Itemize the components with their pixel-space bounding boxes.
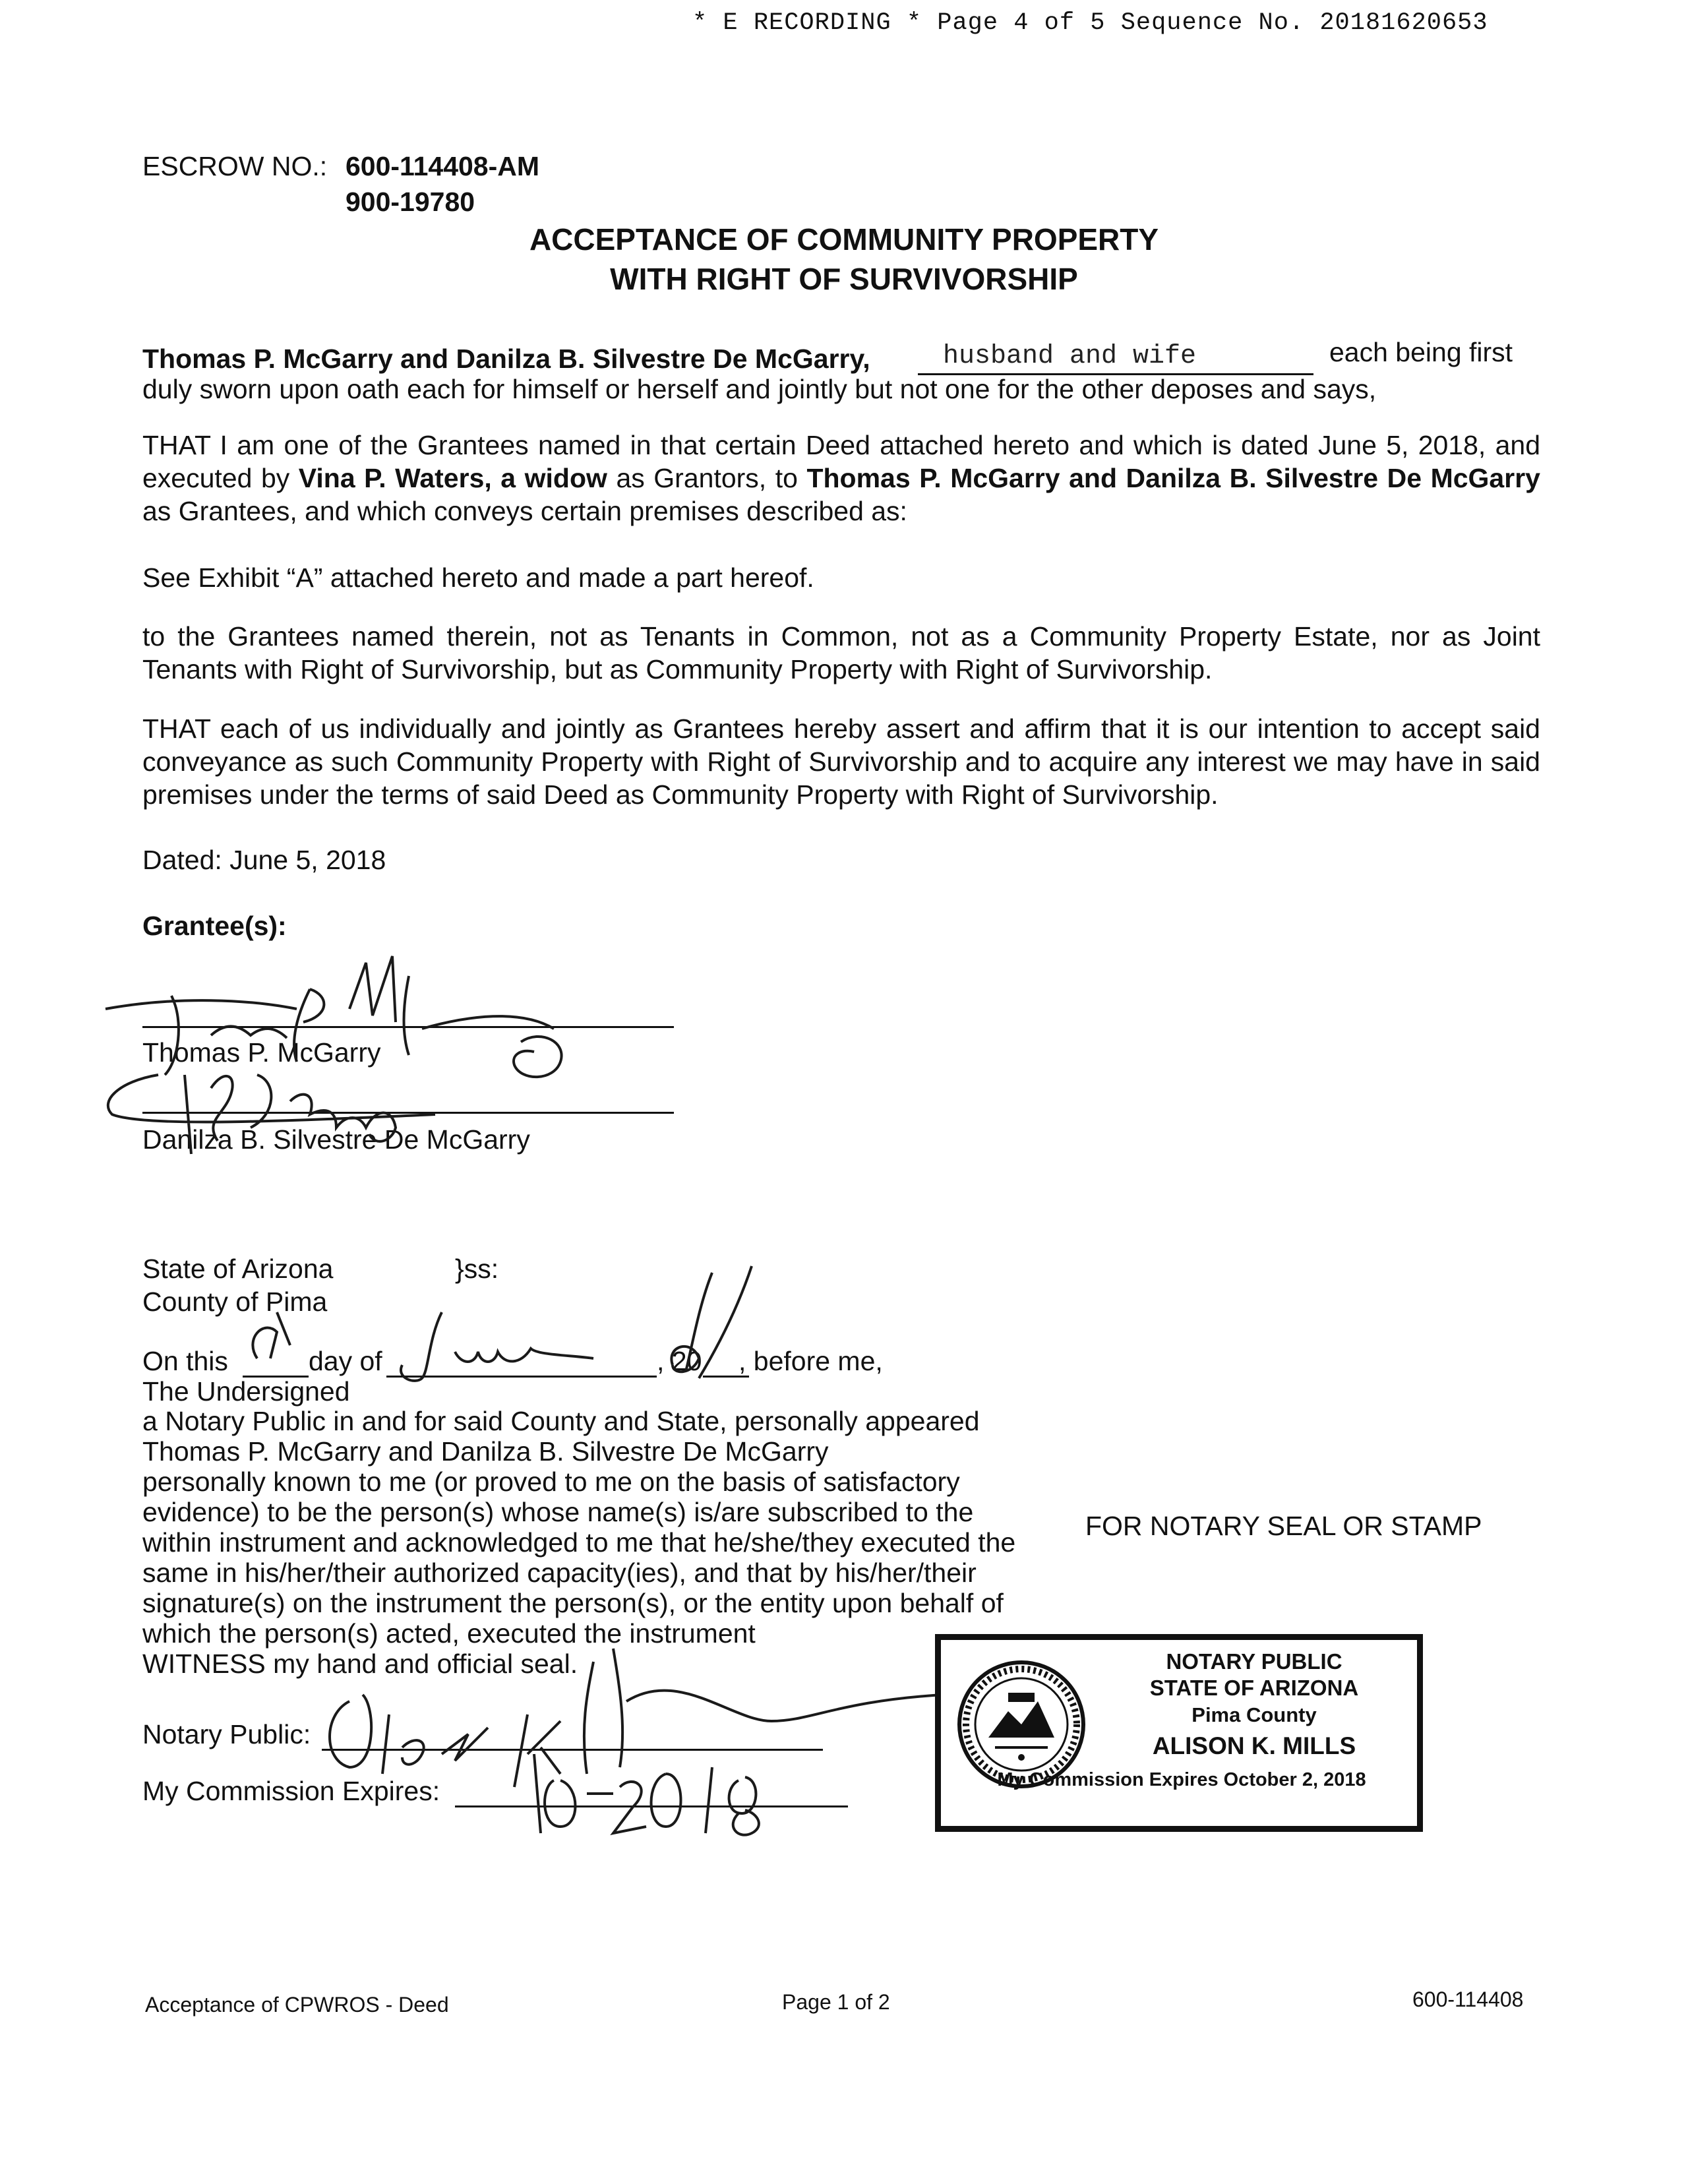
- document-title: ACCEPTANCE OF COMMUNITY PROPERTY: [529, 222, 1159, 257]
- before-me-label: , before me,: [738, 1346, 883, 1376]
- grantees-heading: Grantee(s):: [142, 911, 287, 941]
- notary-date-handwriting: [237, 1253, 791, 1385]
- footer-escrow-number: 600-114408: [1412, 1987, 1524, 2011]
- escrow-number-secondary: 900-19780: [346, 187, 475, 217]
- paragraph-tenancy: to the Grantees named therein, not as Tenants in Common, not as a Community Property Estate, nor as Joint Tenants with Right of Survivorship, but as Community Property with Right of Survivorship.: [142, 621, 1540, 684]
- stamp-title: NOTARY PUBLIC: [1166, 1649, 1342, 1674]
- on-this-label: On this: [142, 1346, 228, 1376]
- notary-line: Thomas P. McGarry and Danilza B. Silvestre De McGarry: [142, 1436, 829, 1467]
- paragraph-exhibit: See Exhibit “A” attached hereto and made a part hereof.: [142, 562, 814, 593]
- stamp-commission-expires: My Commission Expires October 2, 2018: [997, 1769, 1366, 1790]
- intro-grantees: Thomas P. McGarry and Danilza B. Silvestre De McGarry,: [142, 344, 870, 374]
- notary-line: evidence) to be the person(s) whose name(s) is/are subscribed to the: [142, 1497, 974, 1527]
- notary-line: a Notary Public in and for said County and State, personally appeared: [142, 1406, 980, 1436]
- notary-line: within instrument and acknowledged to me that he/she/they executed the: [142, 1527, 1016, 1558]
- commission-expires-label: My Commission Expires:: [142, 1776, 440, 1806]
- notary-line: personally known to me (or proved to me on the basis of satisfactory: [142, 1467, 960, 1497]
- undersigned-label: The Undersigned: [142, 1376, 350, 1407]
- stamp-state: STATE OF ARIZONA: [1149, 1676, 1359, 1700]
- stamp-notary-name: ALISON K. MILLS: [1152, 1732, 1356, 1759]
- venue-state: State of Arizona: [142, 1254, 334, 1284]
- paragraph-intention: THAT each of us individually and jointly as Grantees hereby assert and affirm that it is our intention to accept said conveyance as such Community Property with Right of Survivorship and to acquire any interest we may have in said premises under the terms of said Deed as Community Property with Right of Survivorship.: [142, 713, 1540, 810]
- notary-line: WITNESS my hand and official seal.: [142, 1649, 578, 1679]
- escrow-label: ESCROW NO.:: [142, 151, 328, 181]
- notary-public-label: Notary Public:: [142, 1719, 311, 1749]
- footer-page-number: Page 1 of 2: [782, 1990, 890, 2014]
- recording-header: * E RECORDING * Page 4 of 5 Sequence No. 20181620653: [692, 9, 1488, 37]
- notary-line: same in his/her/their authorized capacity(ies), and that by his/her/their: [142, 1558, 977, 1588]
- notary-stamp: [935, 1634, 1423, 1832]
- venue-county: County of Pima: [142, 1287, 328, 1317]
- commission-expires-handwriting: [521, 1741, 798, 1840]
- day-of-label: day of: [309, 1346, 382, 1376]
- relationship-filled: husband and wife: [943, 342, 1197, 371]
- notary-line: signature(s) on the instrument the person(s), or the entity upon behalf of: [142, 1588, 1004, 1618]
- notary-line: which the person(s) acted, executed the instrument: [142, 1618, 756, 1649]
- notary-seal-label: FOR NOTARY SEAL OR STAMP: [1085, 1511, 1482, 1541]
- signer-name-1: Thomas P. McGarry: [142, 1037, 381, 1068]
- footer-doc-title: Acceptance of CPWROS - Deed: [145, 1993, 449, 2017]
- signer-name-2: Danilza B. Silvestre De McGarry: [142, 1124, 530, 1155]
- grantee-signature-2: [92, 1048, 488, 1180]
- year-prefix: , 20: [657, 1346, 702, 1376]
- stamp-county: Pima County: [1191, 1703, 1317, 1726]
- intro-text: each being first: [1329, 337, 1513, 367]
- dated-line: Dated: June 5, 2018: [142, 845, 386, 875]
- intro-text-continued: duly sworn upon oath each for himself or herself and jointly but not one for the other deposes and says,: [142, 374, 1377, 404]
- paragraph-deed-reference: THAT I am one of the Grantees named in that certain Deed attached hereto and which is dated June 5, 2018, and executed by Vina P. Waters, a widow as Grantors, to Thomas P. McGarry and Danilza B. Silvestre De McGarry as Grantees, and which conveys certain premises described as:: [142, 430, 1540, 526]
- escrow-number: 600-114408-AM: [346, 151, 540, 181]
- document-subtitle: WITH RIGHT OF SURVIVORSHIP: [610, 262, 1078, 296]
- venue-ss: }ss:: [455, 1254, 499, 1284]
